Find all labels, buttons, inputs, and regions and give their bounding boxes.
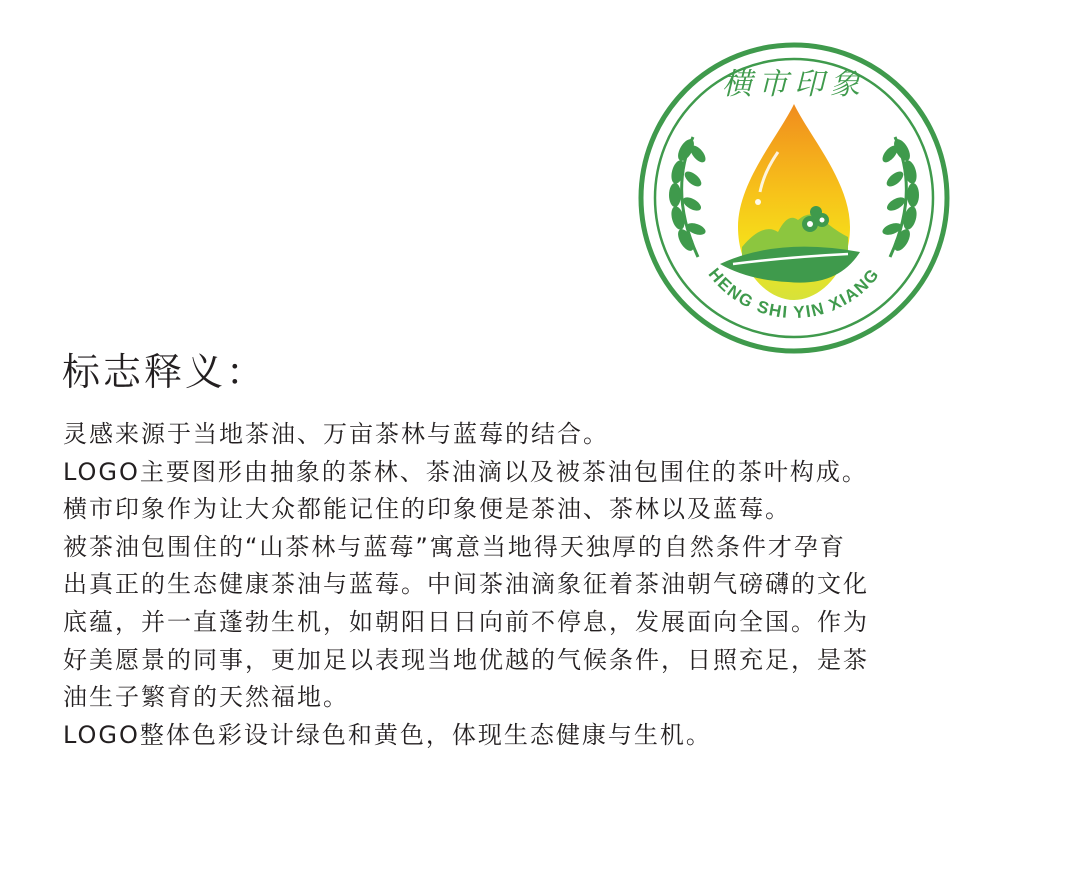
drop-sparkle — [755, 199, 761, 205]
ring-text: HENG SHI YIN XIANG — [704, 264, 884, 323]
hengshi-yinxiang-logo — [638, 42, 950, 354]
description-line: LOGO主要图形由抽象的茶林、茶油滴以及被茶油包围住的茶叶构成。 — [63, 457, 868, 486]
left-laurel-icon — [669, 137, 708, 257]
description-line: LOGO整体色彩设计绿色和黄色，体现生态健康与生机。 — [63, 720, 712, 749]
calligraphy-name: 横市印象 — [722, 67, 866, 102]
description-line: 被茶油包围住的“山茶林与蓝莓”寓意当地得天独厚的自然条件才孕育 — [63, 532, 846, 561]
description-line: 底蕴，并一直蓬勃生机，如朝阳日日向前不停息，发展面向全国。作为 — [63, 607, 869, 636]
description-line: 出真正的生态健康茶油与蓝莓。中间茶油滴象征着茶油朝气磅礴的文化 — [63, 570, 869, 599]
description-line: 灵感来源于当地茶油、万亩茶林与蓝莓的结合。 — [63, 420, 609, 448]
description-line: 好美愿景的同事，更加足以表现当地优越的气候条件，日照充足，是茶 — [63, 645, 869, 674]
logo-description — [63, 416, 1063, 754]
description-line: 横市印象作为让大众都能记住的印象便是茶油、茶林以及蓝莓。 — [63, 495, 791, 524]
logo-emblem — [638, 42, 950, 354]
description-line: 油生子繁育的天然福地。 — [63, 683, 349, 712]
page-title: 标志释义： — [62, 350, 268, 394]
tea-leaf-icon — [720, 247, 860, 283]
right-laurel-icon — [880, 137, 919, 257]
